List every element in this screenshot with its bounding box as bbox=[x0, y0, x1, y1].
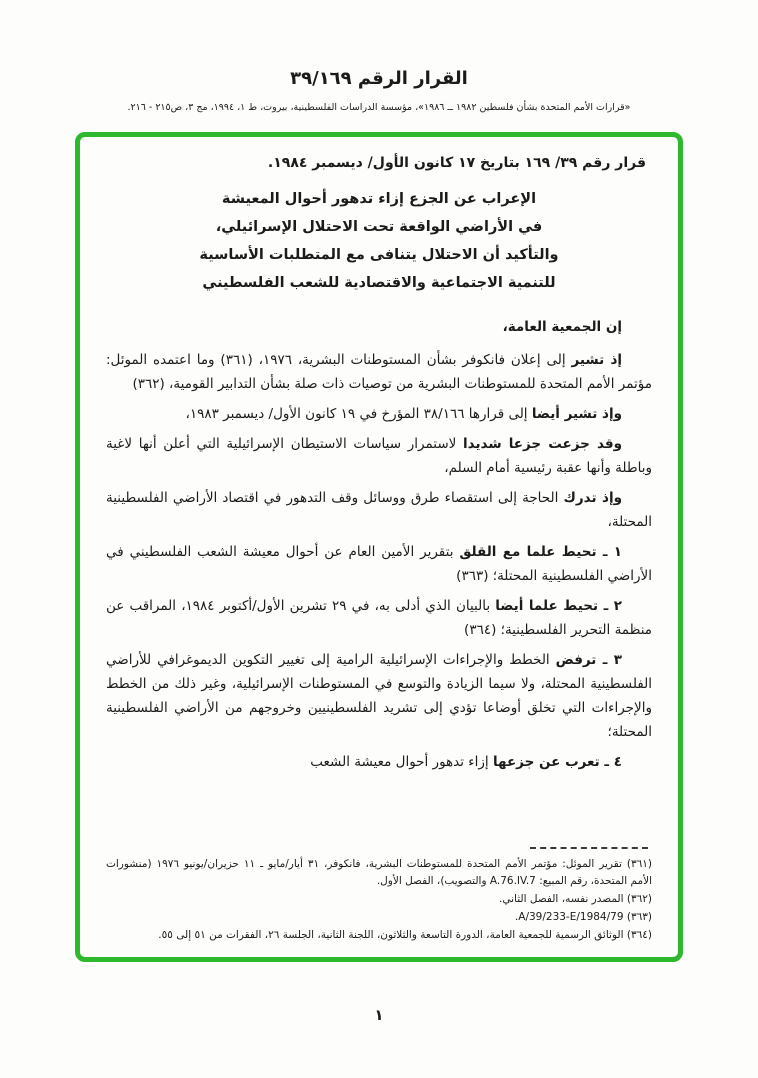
operative-paragraph bbox=[106, 540, 652, 588]
operative-number: ٤ ـ bbox=[599, 754, 622, 770]
preamble-lead: وإذ تدرك bbox=[563, 490, 622, 506]
operative-paragraph bbox=[106, 594, 652, 642]
subject-line: في الأراضي الواقعة تحت الاحتلال الإسرائيلي، bbox=[215, 219, 543, 235]
subject-line: للتنمية الاجتماعية والاقتصادية للشعب الفلسطيني bbox=[202, 275, 556, 291]
page-number: ١ bbox=[374, 1006, 384, 1024]
footnote-separator bbox=[530, 847, 648, 849]
preamble-lead: وإذ تشير أيضا bbox=[531, 406, 622, 422]
resolution-title-line: قرار رقم ٣٩/ ١٦٩ بتاريخ ١٧ كانون الأول/ ديسمبر ١٩٨٤. bbox=[267, 155, 646, 171]
footnote-text: A/39/233-E/1984/79. bbox=[514, 911, 627, 923]
preamble-paragraph bbox=[106, 348, 652, 396]
operative-lead: ترفض bbox=[555, 652, 597, 668]
subject-line: الإعراب عن الجزع إزاء تدهور أحوال المعيشة bbox=[221, 191, 537, 207]
preamble-paragraph bbox=[106, 402, 652, 426]
source-citation: «قرارات الأمم المتحدة بشأن فلسطين ١٩٨٢ ــ ١٩٨٦»، مؤسسة الدراسات الفلسطينية، بيروت، ط ١، ١٩٩٤، مج ٣، ص٢١٥ - ٢١٦. bbox=[127, 102, 631, 113]
subject-line: والتأكيد أن الاحتلال يتنافى مع المتطلبات الأساسية bbox=[199, 247, 559, 263]
operative-paragraph bbox=[106, 648, 652, 744]
preamble-text: إلى إعلان فانكوفر بشأن المستوطنات البشرية، ١٩٧٦، (٣٦١) وما اعتمده الموئل: مؤتمر الأمم المتحدة للمستوطنات البشرية من توصيات ذات صلة بشأن التدابير القومية، (٣٦٢) bbox=[106, 352, 652, 392]
footnote bbox=[106, 927, 652, 944]
footnote-marker: (٣٦٤) bbox=[626, 929, 652, 941]
operative-text: إزاء تدهور أحوال معيشة الشعب bbox=[310, 754, 493, 770]
opening-phrase: إن الجمعية العامة، bbox=[502, 319, 622, 335]
footnote-marker: (٣٦٢) bbox=[626, 893, 652, 905]
footnote-text: الوثائق الرسمية للجمعية العامة، الدورة التاسعة والثلاثون، اللجنة الثانية، الجلسة ٢٦، الفقرات من ٥١ إلى ٥٥. bbox=[158, 929, 627, 941]
footnotes-section bbox=[106, 839, 652, 945]
resolution-number-heading: القرار الرقم ٣٩/١٦٩ bbox=[290, 68, 468, 89]
operative-lead: تحيط علما مع القلق bbox=[459, 544, 597, 560]
footnote-text: المصدر نفسه، الفصل الثاني. bbox=[499, 893, 627, 905]
footnote-text: تقرير الموئل: مؤتمر الأمم المتحدة للمستوطنات البشرية، فانكوفر، ٣١ أيار/مايو ـ ١١ حزيران/يونيو ١٩٧٦ (منشورات الأمم المتحدة، رقم المبيع: A.76.IV.7 والتصويب)، الفصل الأول. bbox=[106, 858, 652, 887]
preamble-lead: وقد جزعت جزعا شديدا bbox=[463, 436, 622, 452]
footnote bbox=[106, 891, 652, 908]
operative-text: بالبيان الذي أدلى به، في ٢٩ تشرين الأول/أكتوبر ١٩٨٤، المراقب عن منظمة التحرير الفلسطينية؛ (٣٦٤) bbox=[106, 598, 652, 638]
operative-lead: تعرب عن جزعها bbox=[492, 754, 600, 770]
footnote bbox=[106, 909, 652, 926]
preamble-text: إلى قرارها ٣٨/١٦٦ المؤرخ في ١٩ كانون الأول/ ديسمبر ١٩٨٣، bbox=[185, 406, 532, 422]
preamble-paragraph bbox=[106, 432, 652, 480]
operative-paragraph bbox=[106, 750, 652, 774]
operative-number: ١ ـ bbox=[596, 544, 623, 560]
footnote-marker: (٣٦١) bbox=[626, 858, 652, 870]
preamble-lead: إذ تشير bbox=[571, 352, 622, 368]
preamble-paragraph bbox=[106, 486, 652, 534]
footnote bbox=[106, 856, 652, 890]
preamble-text: الحاجة إلى استقصاء طرق ووسائل وقف التدهور في اقتصاد الأراضي الفلسطينية المحتلة، bbox=[106, 490, 652, 530]
operative-text: بتقرير الأمين العام عن أحوال معيشة الشعب الفلسطيني في الأراضي الفلسطينية المحتلة؛ (٣٦٣) bbox=[106, 544, 652, 584]
footnote-marker: (٣٦٣) bbox=[626, 911, 652, 923]
operative-number: ٣ ـ bbox=[596, 652, 623, 668]
page-header bbox=[0, 0, 758, 114]
resolution-subject bbox=[106, 185, 652, 297]
operative-number: ٢ ـ bbox=[598, 598, 622, 614]
resolution-frame bbox=[75, 132, 683, 962]
operative-text: الخطط والإجراءات الإسرائيلية الرامية إلى تغيير التكوين الديموغرافي للأراضي الفلسطينية المحتلة، ولا سيما الزيادة والتوسع في المستوطنات الإسرائيلية، وغير ذلك من الخطط والإجراءات التي تخلق أوضاعا تؤدي إلى تشريد الفلسطينيين وخروجهم من الأراضي الفلسطينية المحتلة؛ bbox=[106, 652, 652, 740]
preamble-text: لاستمرار سياسات الاستيطان الإسرائيلية التي أعلن أنها لاغية وباطلة وأنها عقبة رئيسية أمام السلم، bbox=[106, 436, 652, 476]
operative-lead: تحيط علما أيضا bbox=[495, 598, 599, 614]
